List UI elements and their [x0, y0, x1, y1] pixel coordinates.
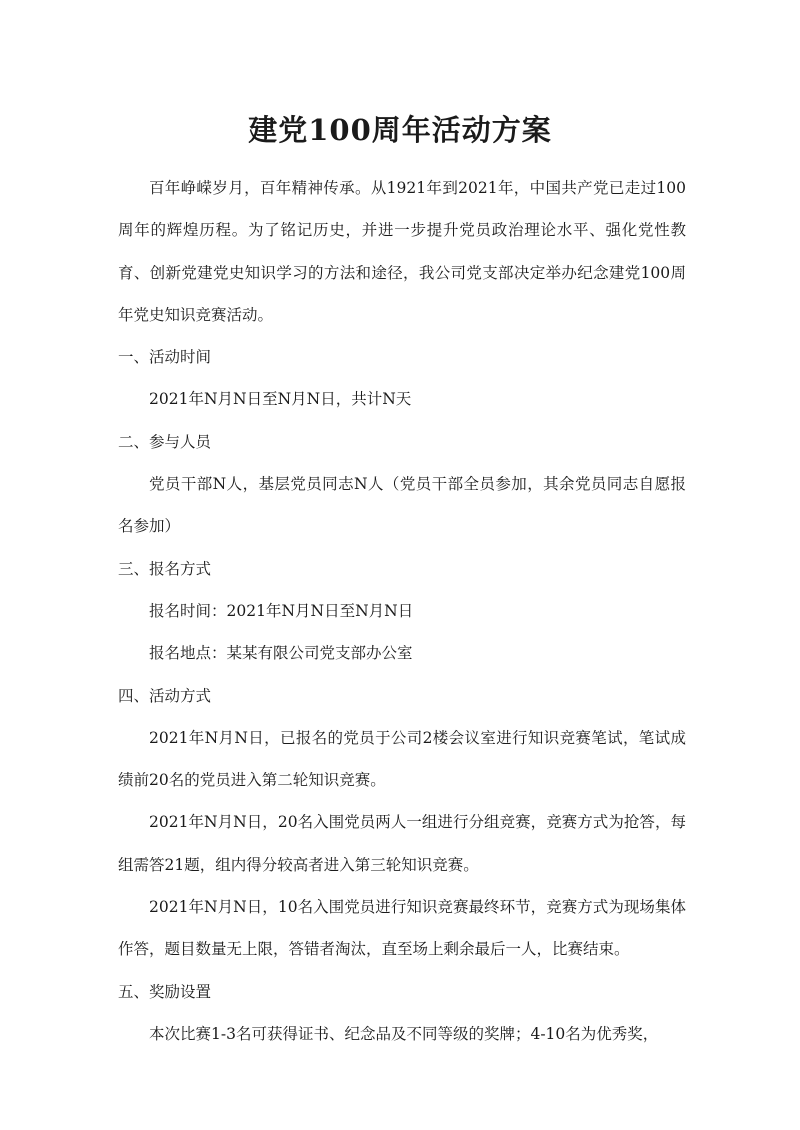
- round-one-text: 2021年N月N日，已报名的党员于公司2楼会议室进行知识竞赛笔试，笔试成绩前20名的党员进入第二轮知识竞赛。: [118, 728, 686, 790]
- round-two-text: 2021年N月N日，20名入围党员两人一组进行分组竞赛，竞赛方式为抢答，每组需答21题，组内得分较高者进入第三轮知识竞赛。: [118, 813, 686, 874]
- document-body: [118, 167, 686, 1055]
- participants-text: 党员干部N人，基层党员同志N人（党员干部全员参加，其余党员同志自愿报名参加）: [118, 475, 686, 536]
- intro-paragraph: 百年峥嵘岁月，百年精神传承。从1921年到2021年，中国共产党已走过100周年的辉煌历程。为了铭记历史，并进一步提升党员政治理论水平、强化党性教育、创新党建党史知识学习的方法和途径，我公司党支部决定举办纪念建党100周年党史知识竞赛活动。: [118, 179, 686, 324]
- activity-time-text: 2021年N月N日至N月N日，共计N天: [149, 390, 412, 409]
- section-heading-rewards: 五、奖励设置: [118, 982, 212, 1001]
- document-title: 建党100周年活动方案: [248, 113, 552, 147]
- registration-time-text: 报名时间：2021年N月N日至N月N日: [149, 601, 414, 620]
- registration-place-text: 报名地点：某某有限公司党支部办公室: [149, 644, 413, 663]
- section-heading-activity-time: 一、活动时间: [118, 348, 212, 367]
- section-heading-participants: 二、参与人员: [118, 432, 212, 451]
- rewards-text: 本次比赛1-3名可获得证书、纪念品及不同等级的奖牌；4-10名为优秀奖，: [149, 1024, 659, 1043]
- round-three-text: 2021年N月N日，10名入围党员进行知识竞赛最终环节，竞赛方式为现场集体作答，题目数量无上限，答错者淘汰，直至场上剩余最后一人，比赛结束。: [118, 898, 686, 959]
- section-heading-registration: 三、报名方式: [118, 559, 212, 578]
- section-heading-activity-format: 四、活动方式: [118, 686, 212, 705]
